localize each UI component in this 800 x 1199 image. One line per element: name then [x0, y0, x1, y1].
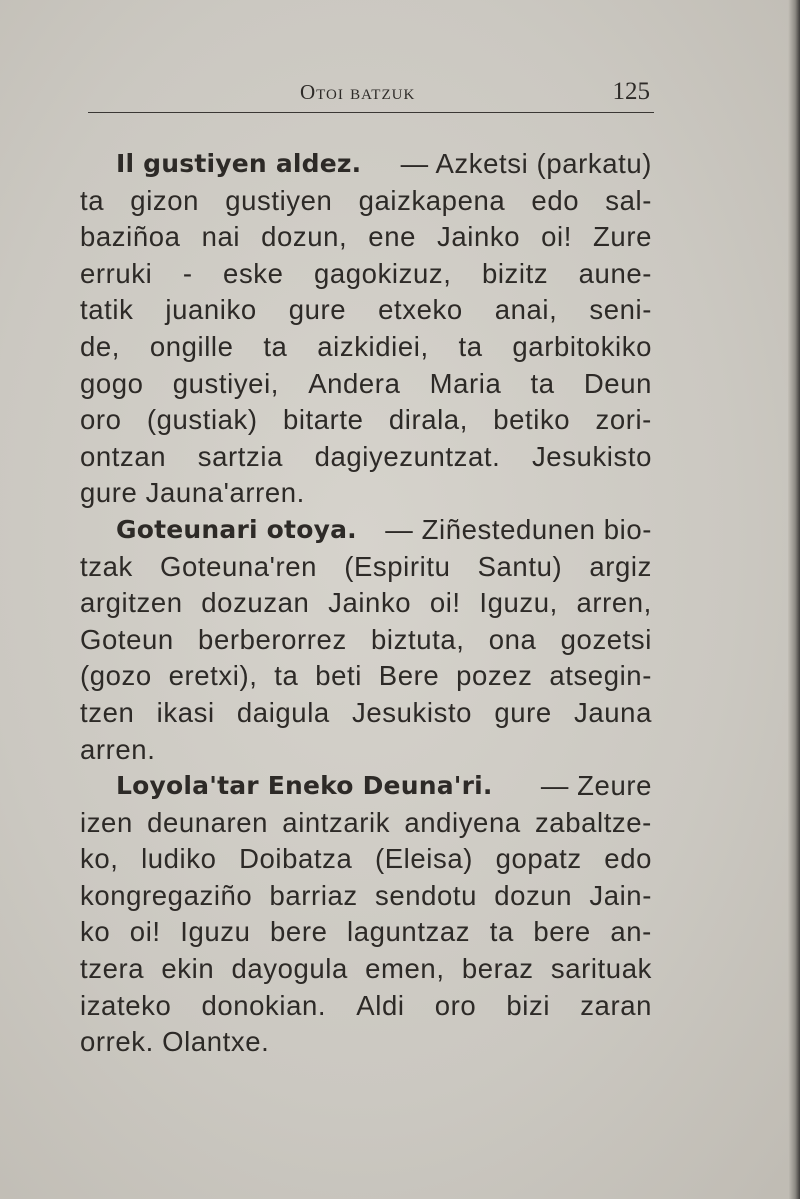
- line-text: tzera ekin dayogula emen, beraz sarituak: [80, 953, 652, 985]
- text-line: [80, 878, 652, 915]
- text-line: [80, 914, 652, 951]
- text-line: [80, 146, 652, 183]
- text-line: [80, 439, 652, 476]
- line-text: arren.: [80, 733, 156, 765]
- text-line: [80, 585, 652, 622]
- line-text: baziñoa nai dozun, ene Jainko oi! Zure: [80, 221, 652, 253]
- text-line: [80, 366, 652, 403]
- text-line: [80, 219, 652, 256]
- line-text: tzak Goteuna'ren (Espiritu Santu) argiz: [80, 550, 652, 582]
- text-line: [80, 658, 652, 695]
- line-text: ontzan sartzia dagiyezuntzat. Jesukisto: [80, 440, 652, 472]
- text-line: [80, 805, 652, 842]
- body-text: [80, 146, 652, 1061]
- text-line: [80, 292, 652, 329]
- text-line: [80, 695, 652, 732]
- section-heading: Il gustiyen aldez.: [116, 149, 362, 178]
- text-line: [80, 402, 652, 439]
- header-rule: [88, 112, 654, 113]
- line-text: tatik juaniko gure etxeko anai, seni-: [80, 294, 652, 326]
- text-line: [80, 768, 652, 805]
- line-text: Goteun berberorrez biztuta, ona gozetsi: [80, 623, 652, 655]
- text-line: [80, 1024, 652, 1061]
- text-line: [80, 183, 652, 220]
- line-text: — Azketsi (parkatu): [400, 148, 652, 179]
- running-title: Otoi batzuk: [300, 80, 416, 104]
- text-line: [80, 732, 652, 769]
- line-text: oro (gustiak) bitarte dirala, betiko zori-: [80, 404, 652, 436]
- line-text: — Ziñestedunen bio-: [385, 513, 652, 545]
- text-line: [80, 329, 652, 366]
- text-line: [80, 549, 652, 586]
- line-text: izateko donokian. Aldi oro bizi zaran: [80, 989, 652, 1021]
- text-line: [80, 951, 652, 988]
- line-text: kongregaziño barriaz sendotu dozun Jain-: [80, 879, 652, 911]
- line-text: — Zeure: [540, 770, 652, 802]
- section-heading: Loyola'tar Eneko Deuna'ri.: [116, 771, 493, 801]
- line-text: orrek. Olantxe.: [80, 1026, 270, 1058]
- section-heading: Goteunari otoya.: [116, 514, 357, 544]
- line-text: gogo gustiyei, Andera Maria ta Deun: [80, 367, 652, 399]
- line-text: tzen ikasi daigula Jesukisto gure Jauna: [80, 696, 652, 728]
- page-number: 125: [612, 78, 650, 105]
- text-line: [80, 475, 652, 512]
- line-text: erruki - eske gagokizuz, bizitz aune-: [80, 257, 652, 289]
- text-line: [80, 622, 652, 659]
- line-text: (gozo eretxi), ta beti Bere pozez atsegin-: [80, 660, 652, 692]
- line-text: argitzen dozuzan Jainko oi! Iguzu, arren,: [80, 587, 652, 619]
- text-line: [80, 256, 652, 293]
- page-edge-shadow: [788, 0, 800, 1199]
- line-text: ko oi! Iguzu bere laguntzaz ta bere an-: [80, 916, 652, 948]
- line-text: ta gizon gustiyen gaizkapena edo sal-: [80, 184, 652, 216]
- line-text: ko, ludiko Doibatza (Eleisa) gopatz edo: [80, 843, 652, 875]
- line-text: de, ongille ta aizkidiei, ta garbitokiko: [80, 330, 652, 362]
- line-text: izen deunaren aintzarik andiyena zabaltze-: [80, 806, 652, 838]
- text-line: [80, 512, 652, 549]
- line-text: gure Jauna'arren.: [80, 477, 305, 509]
- text-line: [80, 988, 652, 1025]
- running-header: [88, 78, 654, 118]
- text-line: [80, 841, 652, 878]
